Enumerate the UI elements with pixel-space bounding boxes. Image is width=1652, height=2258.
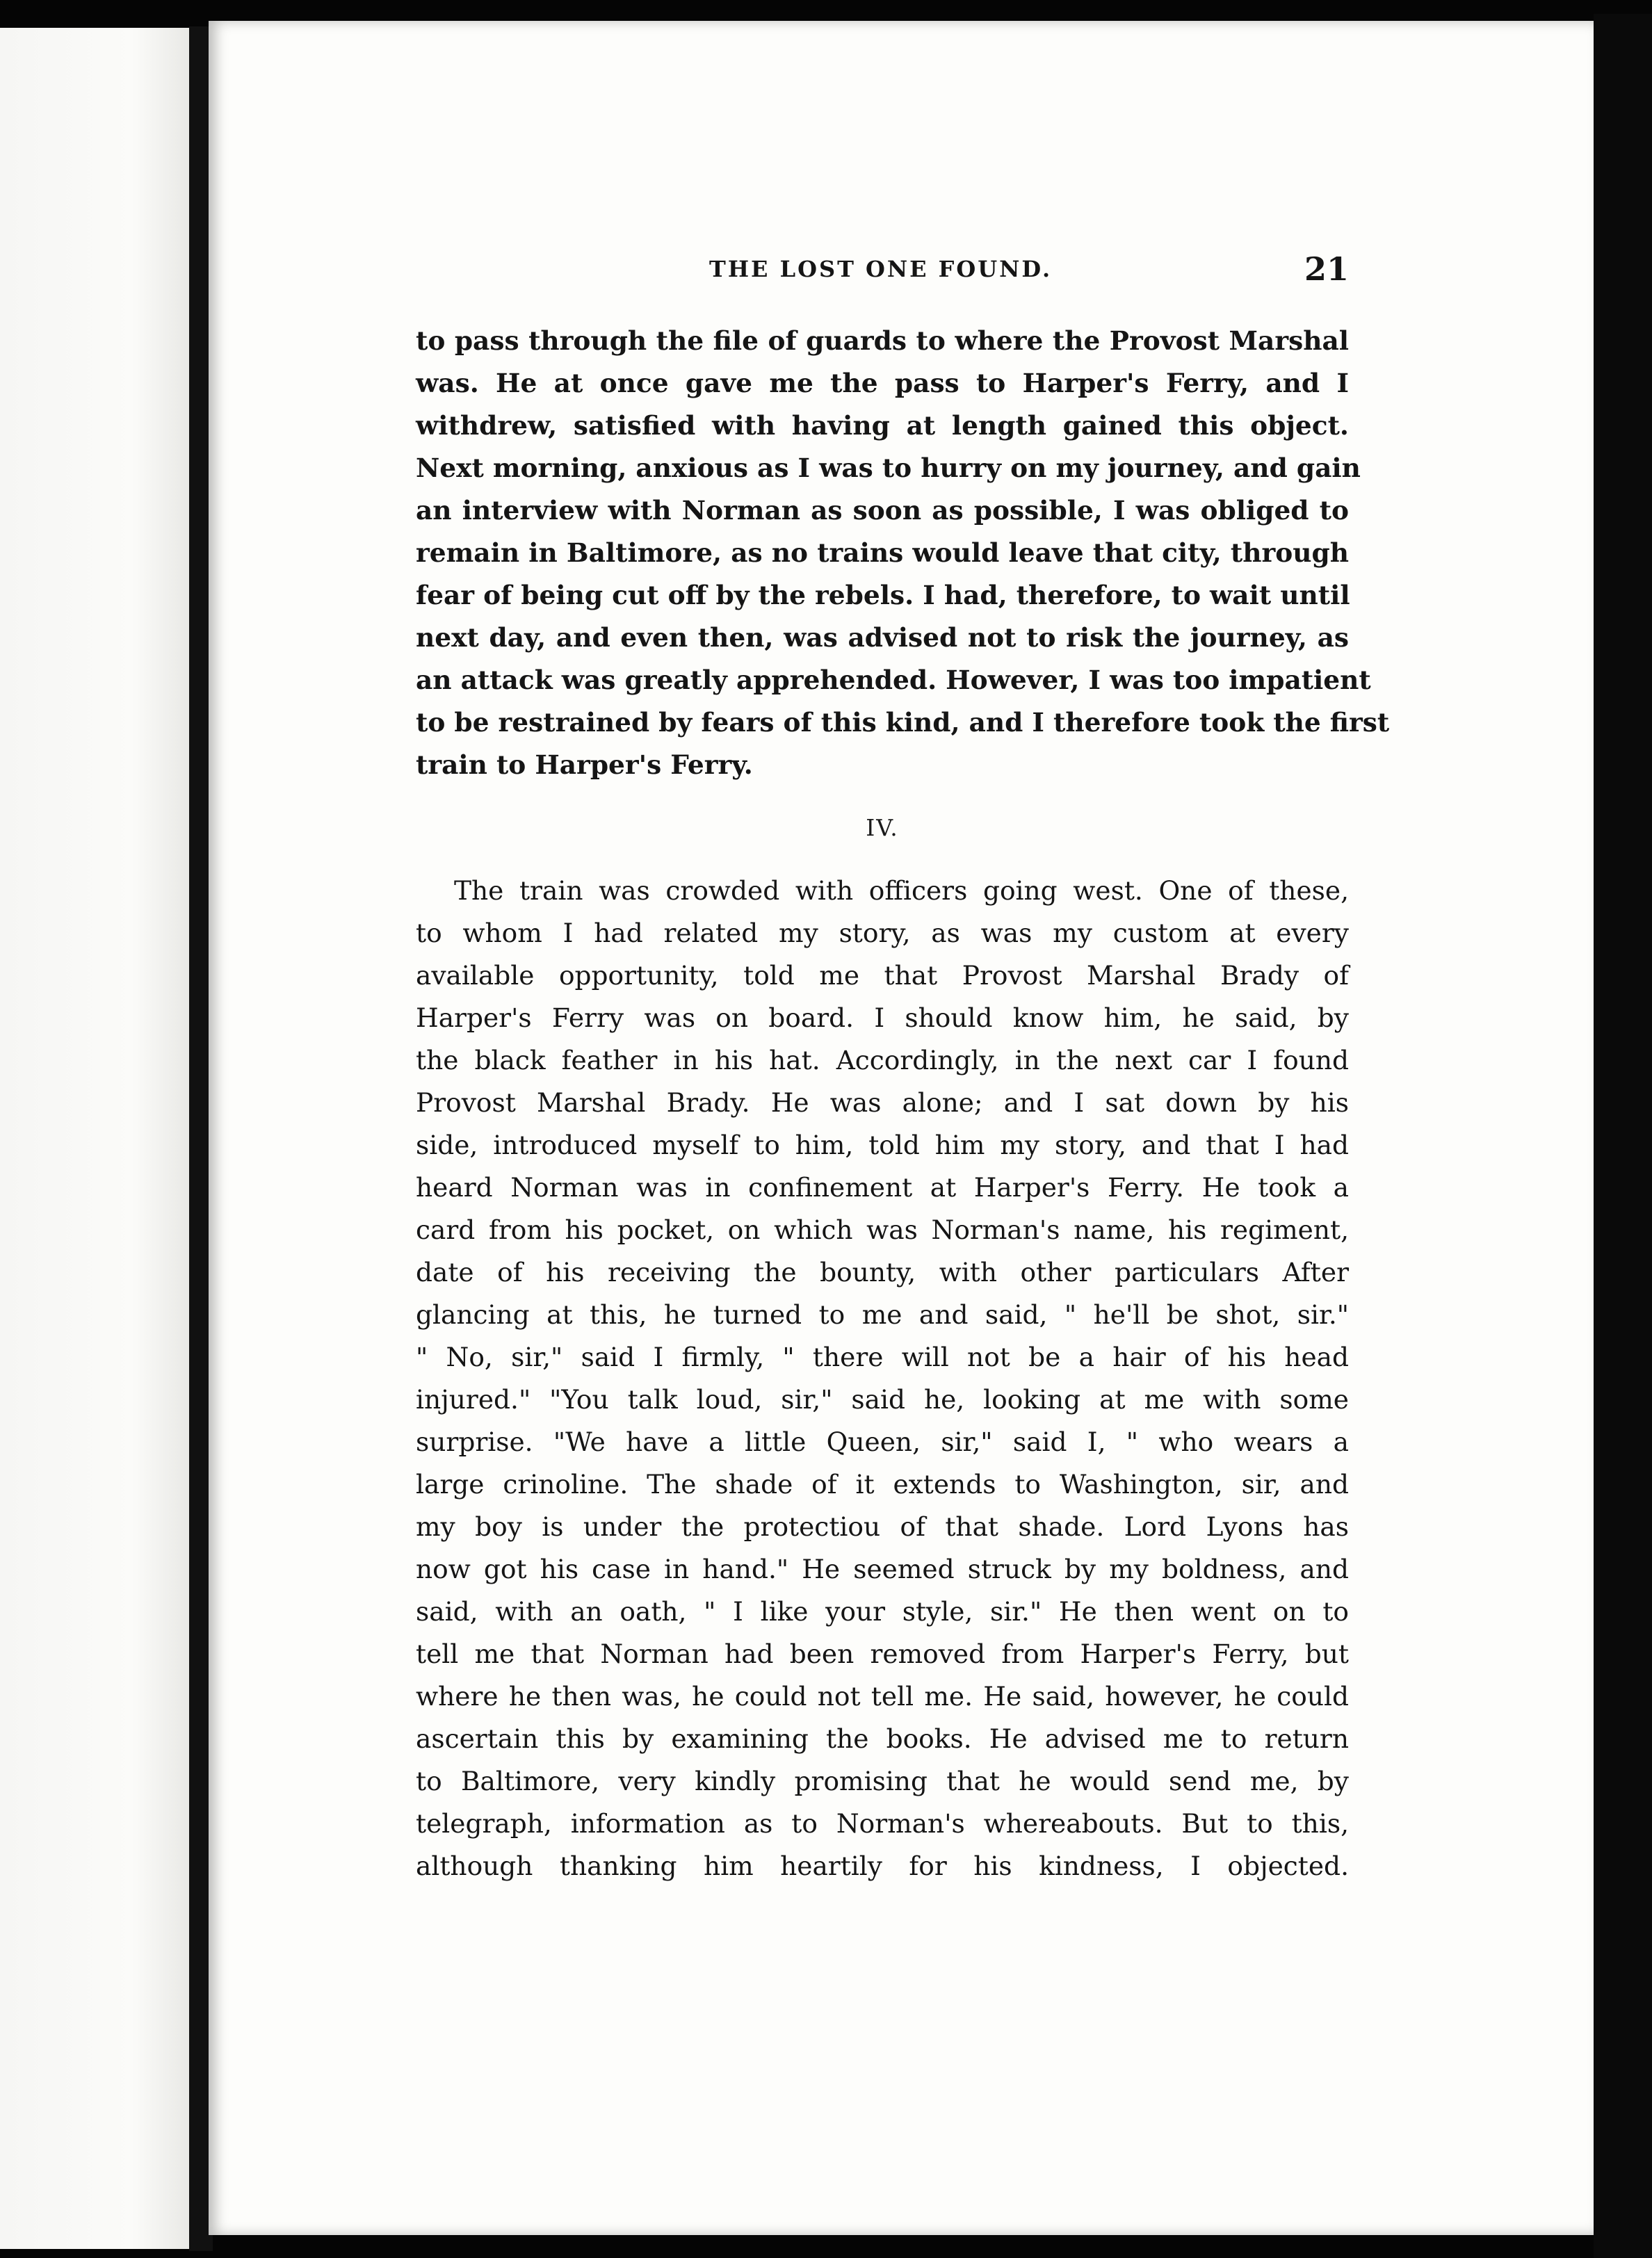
text-line: although thanking him heartily for his kindness, I objected. bbox=[416, 1851, 1349, 1881]
section-iv-paragraph bbox=[416, 870, 1349, 1887]
text-line: telegraph, information as to Norman's whereabouts. But to this, bbox=[416, 1808, 1349, 1839]
text-line: side, introduced myself to him, told him my story, and that I had bbox=[416, 1130, 1349, 1160]
text-line: " No, sir," said I firmly, " there will not be a hair of his head bbox=[416, 1342, 1349, 1372]
text-line: the black feather in his hat. Accordingly, in the next car I found bbox=[416, 1045, 1349, 1075]
running-header bbox=[417, 250, 1349, 292]
text-line: card from his pocket, on which was Norman's name, his regiment, bbox=[416, 1215, 1349, 1245]
facing-page-edge bbox=[0, 28, 189, 2249]
text-line: train to Harper's Ferry. bbox=[416, 749, 753, 780]
text-line: heard Norman was in confinement at Harper's Ferry. He took a bbox=[416, 1172, 1349, 1203]
page-number: 21 bbox=[1304, 250, 1349, 288]
text-line: injured." "You talk loud, sir," said he, looking at me with some bbox=[416, 1384, 1349, 1415]
text-line: Provost Marshal Brady. He was alone; and I sat down by his bbox=[416, 1087, 1349, 1118]
text-line: to Baltimore, very kindly promising that he would send me, by bbox=[416, 1766, 1349, 1796]
text-line: said, with an oath, " I like your style, sir." He then went on to bbox=[416, 1596, 1349, 1627]
text-line: The train was crowded with officers going west. One of these, bbox=[454, 875, 1349, 906]
text-line: was. He at once gave me the pass to Harper's Ferry, and I bbox=[416, 368, 1349, 398]
text-line: withdrew, satisfied with having at length gained this object. bbox=[416, 410, 1349, 441]
text-line: next day, and even then, was advised not to risk the journey, as bbox=[416, 622, 1349, 653]
running-title: THE LOST ONE FOUND. bbox=[709, 256, 1053, 282]
text-line: where he then was, he could not tell me. He said, however, he could bbox=[416, 1681, 1349, 1712]
text-line: now got his case in hand." He seemed struck by my boldness, and bbox=[416, 1554, 1349, 1584]
text-line: surprise. "We have a little Queen, sir," said I, " who wears a bbox=[416, 1427, 1349, 1457]
text-line: fear of being cut off by the rebels. I had, therefore, to wait until bbox=[416, 580, 1350, 610]
text-line: Harper's Ferry was on board. I should know him, he said, by bbox=[416, 1002, 1349, 1033]
text-line: glancing at this, he turned to me and said, " he'll be shot, sir." bbox=[416, 1299, 1349, 1330]
text-line: an interview with Norman as soon as possible, I was obliged to bbox=[416, 495, 1349, 526]
text-line: to be restrained by fears of this kind, and I therefore took the first bbox=[416, 707, 1390, 738]
text-line: to whom I had related my story, as was my custom at every bbox=[416, 918, 1349, 948]
text-line: date of his receiving the bounty, with other particulars After bbox=[416, 1257, 1349, 1288]
text-line: ascertain this by examining the books. He advised me to return bbox=[416, 1723, 1349, 1754]
text-line: available opportunity, told me that Provost Marshal Brady of bbox=[416, 960, 1349, 991]
text-line: an attack was greatly apprehended. However, I was too impatient bbox=[416, 665, 1371, 695]
text-line: Next morning, anxious as I was to hurry on my journey, and gain bbox=[416, 453, 1361, 483]
text-line: remain in Baltimore, as no trains would leave that city, through bbox=[416, 537, 1349, 568]
scan-border bbox=[1594, 14, 1652, 2258]
page-body-text bbox=[416, 320, 1390, 1887]
text-line: tell me that Norman had been removed from Harper's Ferry, but bbox=[416, 1639, 1349, 1669]
text-line: large crinoline. The shade of it extends to Washington, sir, and bbox=[416, 1469, 1349, 1500]
section-heading: IV. bbox=[866, 814, 899, 841]
text-line: my boy is under the protectiou of that shade. Lord Lyons has bbox=[416, 1511, 1349, 1542]
opening-paragraph bbox=[416, 320, 1390, 786]
text-line: to pass through the file of guards to where the Provost Marshal bbox=[416, 325, 1349, 356]
